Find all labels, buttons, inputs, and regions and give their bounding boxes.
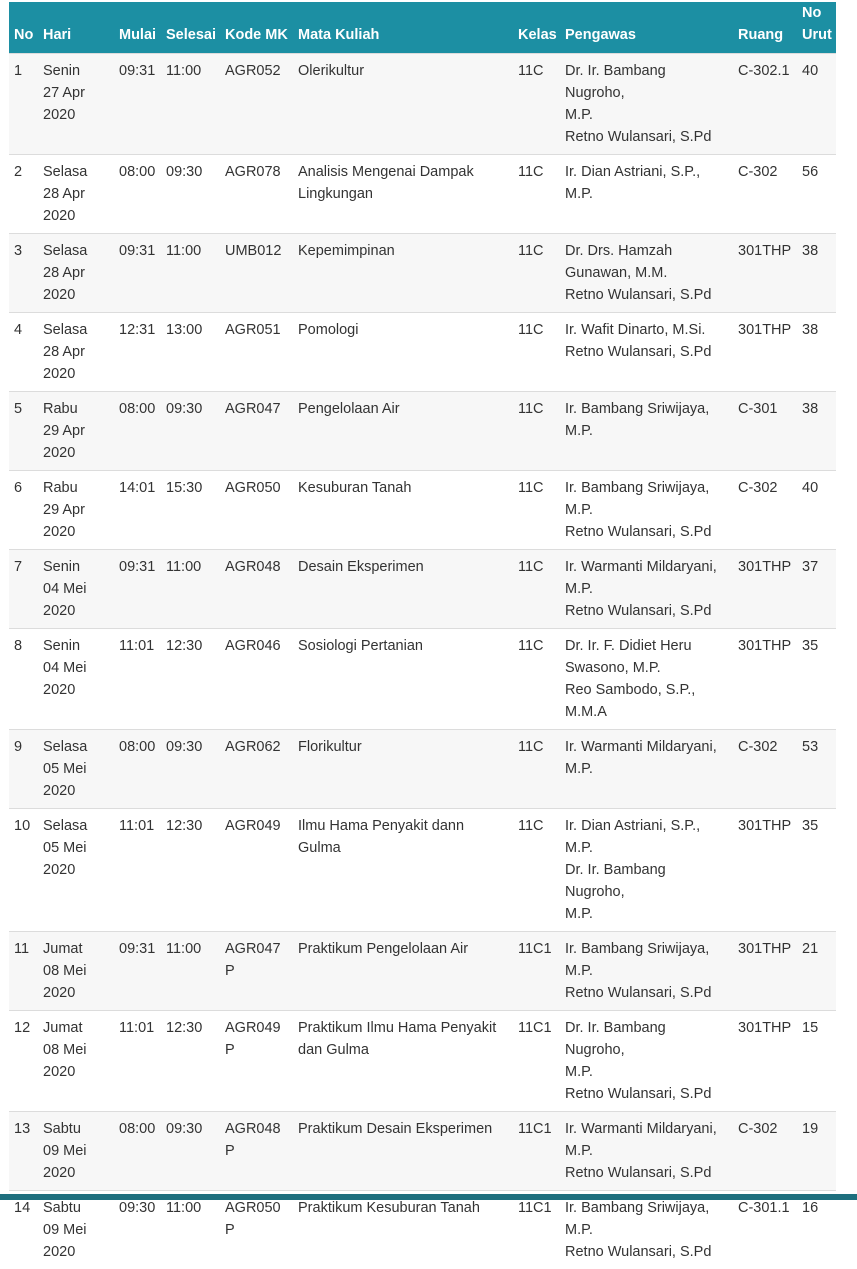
header-selesai[interactable]: Selesai	[161, 2, 220, 54]
cell-mata-kuliah-line: dan Gulma	[298, 1039, 509, 1061]
cell-ruang: C-302	[733, 730, 797, 809]
cell-kode-mk: AGR048P	[220, 1112, 293, 1191]
cell-pengawas-line: Retno Wulansari, S.Pd	[565, 600, 729, 622]
cell-mata-kuliah-line: Lingkungan	[298, 183, 509, 205]
cell-hari-line: Selasa	[43, 736, 110, 758]
cell-no-urut: 56	[797, 155, 836, 234]
cell-pengawas-line: Ir. Warmanti Mildaryani,	[565, 736, 729, 758]
cell-ruang: C-302	[733, 1112, 797, 1191]
cell-hari-line: 28 Apr	[43, 262, 110, 284]
cell-hari	[38, 54, 114, 155]
cell-selesai: 12:30	[161, 809, 220, 932]
table-row	[9, 1191, 836, 1269]
cell-hari	[38, 809, 114, 932]
table-row	[9, 1011, 836, 1112]
cell-hari-line: 2020	[43, 521, 110, 543]
cell-pengawas-line: Dr. Ir. F. Didiet Heru	[565, 635, 729, 657]
cell-pengawas-line: M.P.	[565, 499, 729, 521]
cell-hari-line: 08 Mei	[43, 1039, 110, 1061]
cell-selesai: 11:00	[161, 1191, 220, 1269]
cell-mata-kuliah	[293, 234, 513, 313]
cell-hari-line: 08 Mei	[43, 960, 110, 982]
cell-pengawas	[560, 1112, 733, 1191]
cell-kode-mk: AGR046	[220, 629, 293, 730]
cell-ruang: C-301	[733, 392, 797, 471]
table-row	[9, 809, 836, 932]
cell-kelas: 11C	[513, 809, 560, 932]
cell-hari-line: Selasa	[43, 240, 110, 262]
cell-mata-kuliah-line: Gulma	[298, 837, 509, 859]
cell-pengawas-line: Ir. Dian Astriani, S.P., M.P.	[565, 815, 729, 859]
cell-mulai: 09:31	[114, 234, 161, 313]
cell-pengawas	[560, 932, 733, 1011]
cell-pengawas	[560, 155, 733, 234]
cell-pengawas	[560, 730, 733, 809]
cell-kode-mk: AGR052	[220, 54, 293, 155]
cell-ruang: 301THP	[733, 550, 797, 629]
cell-mata-kuliah	[293, 313, 513, 392]
cell-kelas: 11C	[513, 313, 560, 392]
cell-no-urut: 38	[797, 392, 836, 471]
cell-mata-kuliah-line: Pomologi	[298, 319, 509, 341]
cell-mata-kuliah	[293, 809, 513, 932]
cell-hari	[38, 932, 114, 1011]
cell-pengawas-line: M.P.	[565, 758, 729, 780]
cell-hari-line: 2020	[43, 982, 110, 1004]
cell-hari	[38, 1112, 114, 1191]
header-kode-mk[interactable]: Kode MK	[220, 2, 293, 54]
cell-kode-mk: AGR050P	[220, 1191, 293, 1269]
table-header-row	[9, 2, 836, 54]
cell-selesai: 15:30	[161, 471, 220, 550]
cell-pengawas-line: M.P.	[565, 1219, 729, 1241]
cell-kode-mk: UMB012	[220, 234, 293, 313]
cell-no-urut: 19	[797, 1112, 836, 1191]
cell-selesai: 09:30	[161, 392, 220, 471]
cell-hari	[38, 1191, 114, 1269]
cell-hari	[38, 1011, 114, 1112]
cell-ruang: 301THP	[733, 809, 797, 932]
cell-no-urut: 37	[797, 550, 836, 629]
cell-hari-line: 2020	[43, 1241, 110, 1263]
cell-pengawas-line: Dr. Ir. Bambang Nugroho,	[565, 1017, 729, 1061]
cell-mata-kuliah	[293, 1112, 513, 1191]
cell-ruang: 301THP	[733, 1011, 797, 1112]
cell-mulai: 09:31	[114, 54, 161, 155]
cell-mata-kuliah	[293, 730, 513, 809]
exam-schedule-table-container	[9, 2, 836, 1269]
cell-ruang: 301THP	[733, 932, 797, 1011]
cell-pengawas-line: Retno Wulansari, S.Pd	[565, 521, 729, 543]
cell-hari-line: 2020	[43, 442, 110, 464]
cell-pengawas	[560, 234, 733, 313]
cell-pengawas	[560, 392, 733, 471]
cell-mata-kuliah-line: Praktikum Kesuburan Tanah	[298, 1197, 509, 1219]
cell-hari-line: Sabtu	[43, 1197, 110, 1219]
cell-pengawas-line: Swasono, M.P.	[565, 657, 729, 679]
cell-hari-line: 2020	[43, 104, 110, 126]
cell-hari	[38, 471, 114, 550]
cell-kelas: 11C1	[513, 1011, 560, 1112]
table-row	[9, 1112, 836, 1191]
cell-mata-kuliah-line: Florikultur	[298, 736, 509, 758]
cell-pengawas-line: M.P.	[565, 420, 729, 442]
cell-kode-mk: AGR050	[220, 471, 293, 550]
cell-ruang: 301THP	[733, 234, 797, 313]
cell-pengawas-line: M.P.	[565, 104, 729, 126]
cell-ruang: C-302.1	[733, 54, 797, 155]
cell-mata-kuliah-line: Kesuburan Tanah	[298, 477, 509, 499]
cell-hari-line: 2020	[43, 363, 110, 385]
cell-pengawas	[560, 550, 733, 629]
cell-selesai: 12:30	[161, 629, 220, 730]
cell-hari-line: 2020	[43, 780, 110, 802]
cell-selesai: 11:00	[161, 550, 220, 629]
cell-pengawas-line: M.P.	[565, 903, 729, 925]
cell-pengawas-line: Retno Wulansari, S.Pd	[565, 1162, 729, 1184]
table-row	[9, 313, 836, 392]
table-row	[9, 155, 836, 234]
cell-mata-kuliah	[293, 392, 513, 471]
cell-hari-line: 2020	[43, 1162, 110, 1184]
cell-no: 7	[9, 550, 38, 629]
cell-hari-line: Selasa	[43, 161, 110, 183]
cell-hari-line: Rabu	[43, 477, 110, 499]
cell-mata-kuliah	[293, 155, 513, 234]
cell-kelas: 11C	[513, 234, 560, 313]
cell-no: 4	[9, 313, 38, 392]
cell-selesai: 09:30	[161, 1112, 220, 1191]
cell-selesai: 13:00	[161, 313, 220, 392]
cell-mata-kuliah-line: Kepemimpinan	[298, 240, 509, 262]
cell-mulai: 11:01	[114, 809, 161, 932]
cell-pengawas	[560, 629, 733, 730]
cell-kelas: 11C1	[513, 1191, 560, 1269]
cell-hari-line: Jumat	[43, 938, 110, 960]
cell-hari-line: 28 Apr	[43, 341, 110, 363]
table-body	[9, 54, 836, 1269]
header-no-urut-line: No	[802, 2, 832, 24]
cell-pengawas-line: Ir. Bambang Sriwijaya,	[565, 1197, 729, 1219]
cell-hari-line: 05 Mei	[43, 837, 110, 859]
cell-hari-line: 2020	[43, 1061, 110, 1083]
cell-mulai: 09:31	[114, 550, 161, 629]
cell-no-urut: 40	[797, 471, 836, 550]
table-row	[9, 730, 836, 809]
header-no-urut-line: Urut	[802, 24, 832, 46]
cell-pengawas-line: Retno Wulansari, S.Pd	[565, 284, 729, 306]
cell-mata-kuliah	[293, 1011, 513, 1112]
cell-kode-mk: AGR048	[220, 550, 293, 629]
cell-hari-line: 2020	[43, 284, 110, 306]
cell-pengawas-line: Reo Sambodo, S.P.,	[565, 679, 729, 701]
cell-hari	[38, 155, 114, 234]
cell-kelas: 11C	[513, 730, 560, 809]
cell-mulai: 08:00	[114, 392, 161, 471]
cell-hari-line: 09 Mei	[43, 1140, 110, 1162]
cell-hari	[38, 550, 114, 629]
cell-ruang: C-302	[733, 471, 797, 550]
cell-hari-line: 09 Mei	[43, 1219, 110, 1241]
header-mata-kuliah[interactable]: Mata Kuliah	[293, 2, 513, 54]
cell-pengawas-line: Ir. Bambang Sriwijaya,	[565, 477, 729, 499]
cell-mata-kuliah	[293, 471, 513, 550]
cell-kelas: 11C1	[513, 932, 560, 1011]
cell-hari	[38, 629, 114, 730]
header-mulai[interactable]: Mulai	[114, 2, 161, 54]
cell-no-urut: 15	[797, 1011, 836, 1112]
cell-selesai: 09:30	[161, 155, 220, 234]
cell-pengawas	[560, 471, 733, 550]
cell-no: 8	[9, 629, 38, 730]
cell-mata-kuliah	[293, 54, 513, 155]
cell-hari-line: 2020	[43, 859, 110, 881]
cell-mata-kuliah-line: Sosiologi Pertanian	[298, 635, 509, 657]
cell-pengawas-line: M.P.	[565, 578, 729, 600]
table-row	[9, 471, 836, 550]
cell-no: 14	[9, 1191, 38, 1269]
cell-no-urut: 35	[797, 809, 836, 932]
cell-no-urut: 21	[797, 932, 836, 1011]
cell-no: 9	[9, 730, 38, 809]
header-pengawas[interactable]: Pengawas	[560, 2, 733, 54]
cell-pengawas	[560, 1191, 733, 1269]
cell-no-urut: 38	[797, 234, 836, 313]
table-row	[9, 550, 836, 629]
cell-kelas: 11C	[513, 155, 560, 234]
cell-mulai: 09:30	[114, 1191, 161, 1269]
cell-no-urut: 16	[797, 1191, 836, 1269]
cell-mulai: 12:31	[114, 313, 161, 392]
cell-no: 1	[9, 54, 38, 155]
cell-ruang: C-302	[733, 155, 797, 234]
cell-mulai: 14:01	[114, 471, 161, 550]
cell-mulai: 08:00	[114, 155, 161, 234]
cell-pengawas	[560, 313, 733, 392]
cell-pengawas-line: Ir. Bambang Sriwijaya,	[565, 398, 729, 420]
cell-kode-mk: AGR078	[220, 155, 293, 234]
cell-mata-kuliah	[293, 550, 513, 629]
cell-no: 5	[9, 392, 38, 471]
cell-pengawas-line: M.P.	[565, 1140, 729, 1162]
cell-pengawas-line: Gunawan, M.M.	[565, 262, 729, 284]
cell-hari-line: 04 Mei	[43, 578, 110, 600]
cell-kode-mk: AGR049P	[220, 1011, 293, 1112]
cell-hari-line: Sabtu	[43, 1118, 110, 1140]
cell-pengawas	[560, 809, 733, 932]
cell-kelas: 11C1	[513, 1112, 560, 1191]
cell-hari-line: Jumat	[43, 1017, 110, 1039]
cell-pengawas-line: Ir. Warmanti Mildaryani,	[565, 556, 729, 578]
table-row	[9, 629, 836, 730]
bottom-bar	[0, 1194, 857, 1200]
cell-pengawas	[560, 1011, 733, 1112]
cell-no: 3	[9, 234, 38, 313]
cell-mata-kuliah-line: Praktikum Desain Eksperimen	[298, 1118, 509, 1140]
cell-mata-kuliah-line: Praktikum Ilmu Hama Penyakit	[298, 1017, 509, 1039]
cell-pengawas-line: M.P.	[565, 960, 729, 982]
cell-ruang: 301THP	[733, 313, 797, 392]
cell-pengawas-line: Ir. Wafit Dinarto, M.Si.	[565, 319, 729, 341]
cell-no-urut: 38	[797, 313, 836, 392]
cell-no: 6	[9, 471, 38, 550]
cell-kode-mk: AGR047	[220, 392, 293, 471]
cell-selesai: 09:30	[161, 730, 220, 809]
cell-pengawas-line: Retno Wulansari, S.Pd	[565, 126, 729, 148]
cell-mulai: 08:00	[114, 1112, 161, 1191]
cell-hari-line: Selasa	[43, 319, 110, 341]
table-row	[9, 392, 836, 471]
cell-pengawas-line: Ir. Warmanti Mildaryani,	[565, 1118, 729, 1140]
cell-hari	[38, 234, 114, 313]
cell-no-urut: 40	[797, 54, 836, 155]
header-kelas[interactable]: Kelas	[513, 2, 560, 54]
header-ruang[interactable]: Ruang	[733, 2, 797, 54]
cell-pengawas-line: Retno Wulansari, S.Pd	[565, 1083, 729, 1105]
cell-kelas: 11C	[513, 629, 560, 730]
cell-kode-mk: AGR049	[220, 809, 293, 932]
cell-mata-kuliah-line: Praktikum Pengelolaan Air	[298, 938, 509, 960]
cell-mata-kuliah	[293, 629, 513, 730]
cell-hari-line: 28 Apr	[43, 183, 110, 205]
cell-no-urut: 35	[797, 629, 836, 730]
cell-hari-line: Senin	[43, 556, 110, 578]
cell-mata-kuliah-line: Analisis Mengenai Dampak	[298, 161, 509, 183]
cell-mulai: 08:00	[114, 730, 161, 809]
cell-pengawas-line: Ir. Dian Astriani, S.P., M.P.	[565, 161, 729, 205]
cell-mata-kuliah-line: Ilmu Hama Penyakit dann	[298, 815, 509, 837]
cell-kelas: 11C	[513, 54, 560, 155]
cell-pengawas-line: Retno Wulansari, S.Pd	[565, 341, 729, 363]
table-row	[9, 234, 836, 313]
cell-pengawas-line: M.M.A	[565, 701, 729, 723]
cell-hari-line: 29 Apr	[43, 420, 110, 442]
cell-ruang: 301THP	[733, 629, 797, 730]
cell-pengawas-line: M.P.	[565, 1061, 729, 1083]
cell-pengawas-line: Dr. Drs. Hamzah	[565, 240, 729, 262]
cell-hari-line: Selasa	[43, 815, 110, 837]
cell-mata-kuliah-line: Olerikultur	[298, 60, 509, 82]
cell-mata-kuliah	[293, 1191, 513, 1269]
cell-selesai: 11:00	[161, 54, 220, 155]
cell-hari-line: 2020	[43, 679, 110, 701]
cell-hari-line: 29 Apr	[43, 499, 110, 521]
table-row	[9, 54, 836, 155]
cell-hari-line: 2020	[43, 205, 110, 227]
cell-hari	[38, 392, 114, 471]
cell-selesai: 12:30	[161, 1011, 220, 1112]
cell-no: 2	[9, 155, 38, 234]
cell-selesai: 11:00	[161, 932, 220, 1011]
cell-mulai: 11:01	[114, 1011, 161, 1112]
cell-pengawas-line: Retno Wulansari, S.Pd	[565, 982, 729, 1004]
cell-pengawas-line: Dr. Ir. Bambang Nugroho,	[565, 859, 729, 903]
cell-hari-line: 2020	[43, 600, 110, 622]
cell-no: 12	[9, 1011, 38, 1112]
cell-kelas: 11C	[513, 550, 560, 629]
cell-hari-line: 05 Mei	[43, 758, 110, 780]
cell-hari-line: Senin	[43, 60, 110, 82]
cell-selesai: 11:00	[161, 234, 220, 313]
cell-no: 11	[9, 932, 38, 1011]
cell-kode-mk: AGR047P	[220, 932, 293, 1011]
cell-pengawas	[560, 54, 733, 155]
cell-hari	[38, 313, 114, 392]
cell-mulai: 09:31	[114, 932, 161, 1011]
cell-hari-line: Senin	[43, 635, 110, 657]
cell-hari-line: Rabu	[43, 398, 110, 420]
cell-no-urut: 53	[797, 730, 836, 809]
cell-kelas: 11C	[513, 392, 560, 471]
cell-mata-kuliah-line: Desain Eksperimen	[298, 556, 509, 578]
cell-hari-line: 04 Mei	[43, 657, 110, 679]
cell-mata-kuliah-line: Pengelolaan Air	[298, 398, 509, 420]
cell-mulai: 11:01	[114, 629, 161, 730]
cell-hari	[38, 730, 114, 809]
cell-pengawas-line: Dr. Ir. Bambang Nugroho,	[565, 60, 729, 104]
exam-schedule-table	[9, 2, 836, 1269]
cell-no: 10	[9, 809, 38, 932]
cell-pengawas-line: Retno Wulansari, S.Pd	[565, 1241, 729, 1263]
cell-mata-kuliah	[293, 932, 513, 1011]
header-no[interactable]: No	[9, 2, 38, 54]
cell-hari-line: 27 Apr	[43, 82, 110, 104]
header-hari[interactable]: Hari	[38, 2, 114, 54]
cell-kode-mk: AGR062	[220, 730, 293, 809]
table-row	[9, 932, 836, 1011]
cell-no: 13	[9, 1112, 38, 1191]
cell-pengawas-line: Ir. Bambang Sriwijaya,	[565, 938, 729, 960]
cell-ruang: C-301.1	[733, 1191, 797, 1269]
header-no-urut[interactable]	[797, 2, 836, 54]
cell-kelas: 11C	[513, 471, 560, 550]
cell-kode-mk: AGR051	[220, 313, 293, 392]
